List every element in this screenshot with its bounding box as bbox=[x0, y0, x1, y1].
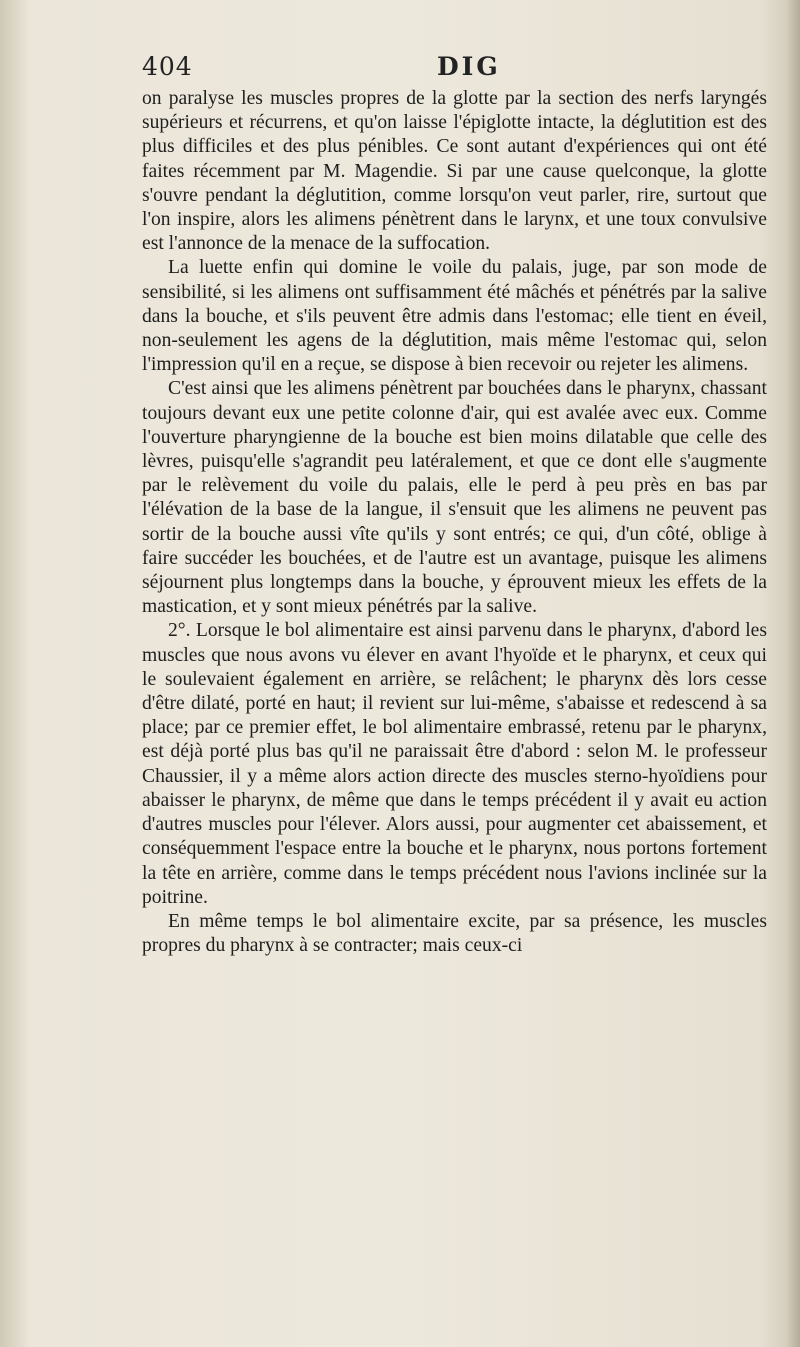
page-edge-shadow bbox=[786, 0, 800, 1347]
page-number: 404 bbox=[142, 52, 193, 81]
paragraph: C'est ainsi que les alimens pénètrent par bouchées dans le pharynx, chassant toujours devant eux une petite colonne d'air, qui est avalée avec eux. Comme l'ouverture pharyngienne de la bouche est bien moins dilatable que celle des lèvres, puisqu'elle s'agrandit peu latéralement, et que ce dont elle s'augmente par le relèvement du voile du palais, elle le perd à peu près en bas par l'élévation de la base de la langue, il s'ensuit que les alimens ne peuvent pas sortir de la bouche aussi vîte qu'ils y sont entrés; ce qui, d'un côté, oblige à faire succéder les bouchées, et de l'autre est un avantage, puisque les alimens séjournent plus longtemps dans la bouche, y éprouvent mieux les effets de la mastication, et y sont mieux pénétrés par la salive. bbox=[142, 378, 767, 618]
page-header bbox=[142, 52, 782, 86]
paragraph: En même temps le bol alimentaire excite, par sa présence, les muscles propres du pharynx à se contracter; mais ceux-ci bbox=[142, 910, 767, 957]
running-head: DIG bbox=[437, 52, 501, 81]
paragraph: 2°. Lorsque le bol alimentaire est ainsi parvenu dans le pharynx, d'abord les muscles que nous avons vu élever en avant l'hyoïde et le pharynx, et ceux qui le soulevaient également en arrière, se relâchent; le pharynx dès lors cesse d'être dilaté, porté en haut; il revient sur lui-même, s'abaisse et redescend à sa place; par ce premier effet, le bol alimentaire embrassé, retenu par le pharynx, est déjà porté plus bas qu'il ne paraissait être d'abord : selon M. le professeur Chaussier, il y a même alors action directe des muscles sterno-hyoïdiens pour abaisser le pharynx, de même que dans le temps précédent il y avait eu action d'autres muscles pour l'élever. Alors aussi, pour augmenter cet abaissement, et conséquemment l'espace entre la bouche et le pharynx, nous portons fortement la tête en arrière, comme dans le temps précédent nous l'avions inclinée sur la poitrine. bbox=[142, 620, 767, 908]
paragraph: La luette enfin qui domine le voile du palais, juge, par son mode de sensibilité, si les alimens ont suffisamment été mâchés et pénétrés par la salive dans la bouche, et s'ils peuvent être admis dans l'estomac; elle tient en éveil, non-seulement les agens de la déglutition, mais même l'estomac qui, selon l'impression qu'il en a reçue, se dispose à bien recevoir ou rejeter les alimens. bbox=[142, 257, 767, 376]
paragraph: on paralyse les muscles propres de la glotte par la section des nerfs laryngés supérieurs et récurrens, et qu'on laisse l'épiglotte intacte, la déglutition est des plus difficiles et des plus pénibles. Ce sont autant d'expériences qui ont été faites récemment par M. Magendie. Si par une cause quelconque, la glotte s'ouvre pendant la déglutition, comme lorsqu'on veut parler, rire, surtout que l'on inspire, alors les alimens pénètrent dans le larynx, et une toux convulsive est l'annonce de la menace de la suffocation. bbox=[142, 88, 767, 255]
body-text bbox=[142, 87, 767, 958]
